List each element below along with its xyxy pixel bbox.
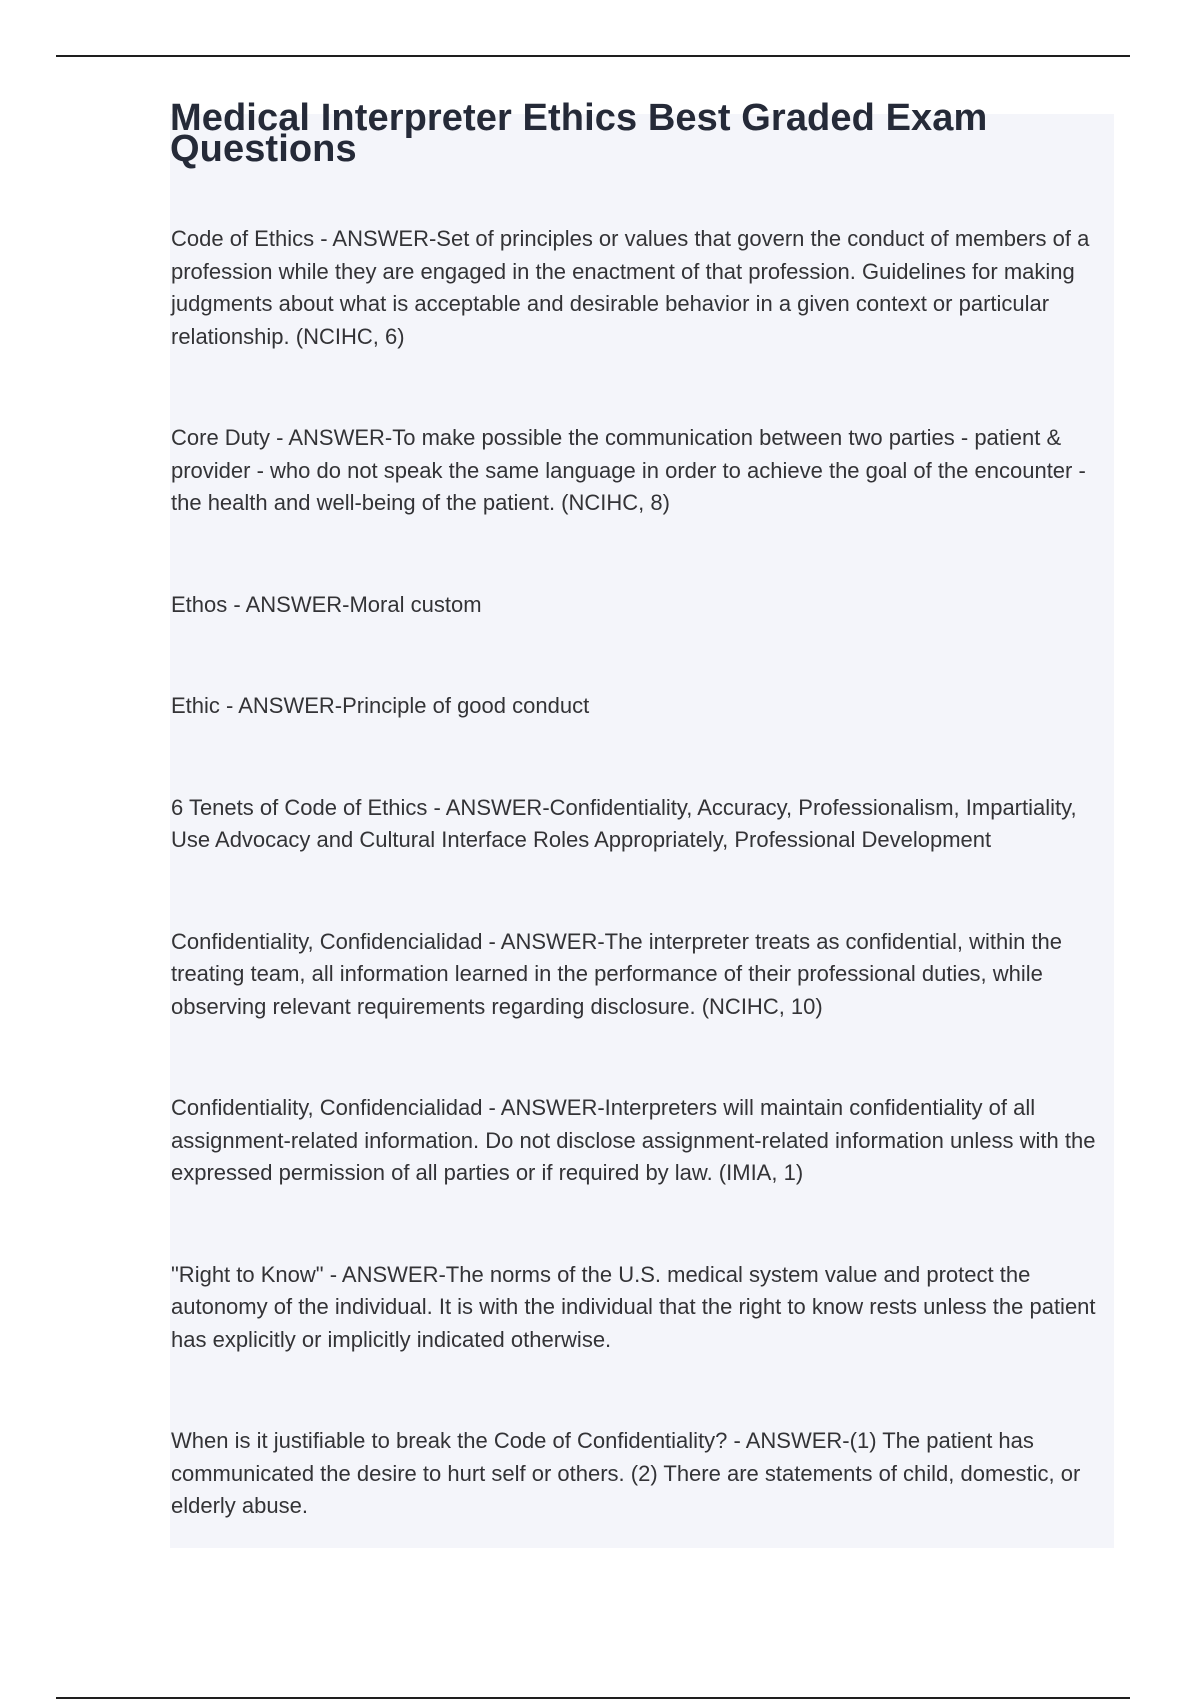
qa-entry-ethos: Ethos - ANSWER-Moral custom <box>171 591 482 617</box>
qa-entry-core-duty: Core Duty - ANSWER-To make possible the communication between two parties - patient & provider - who do not speak the same language in order to achieve the goal of the encounter - the health and well-being of the patient. (NCIHC, 8) <box>171 425 1086 515</box>
qa-entry-break-confidentiality: When is it justifiable to break the Code of Confidentiality? - ANSWER-(1) The patient has communicated the desire to hurt self or others. (2) There are statements of child, domestic, or elderly abuse. <box>171 1428 1081 1518</box>
page-title: Medical Interpreter Ethics Best Graded Exam Questions <box>170 97 988 170</box>
qa-entry-confidentiality-ncihc: Confidentiality, Confidencialidad - ANSWER-The interpreter treats as confidential, within the treating team, all information learned in the performance of their professional duties, while observing relevant requirements regarding disclosure. (NCIHC, 10) <box>171 928 1063 1019</box>
qa-list <box>171 223 1121 1523</box>
qa-entry-code-of-ethics: Code of Ethics - ANSWER-Set of principles or values that govern the conduct of members of a profession while they are engaged in the enactment of that profession. Guidelines for making judgments about what is acceptable and desirable behavior in a given context or particular relationship. (NCIHC, 6) <box>171 226 1090 349</box>
bottom-divider-line <box>56 1697 1130 1699</box>
qa-entry-six-tenets: 6 Tenets of Code of Ethics - ANSWER-Confidentiality, Accuracy, Professionalism, Impartiality, Use Advocacy and Cultural Interface Roles Appropriately, Professional Development <box>171 794 1077 852</box>
qa-entry-right-to-know: "Right to Know" - ANSWER-The norms of the U.S. medical system value and protect the autonomy of the individual. It is with the individual that the right to know rests unless the patient has explicitly or implicitly indicated otherwise. <box>171 1261 1096 1352</box>
top-divider-line <box>56 55 1130 57</box>
qa-entry-confidentiality-imia: Confidentiality, Confidencialidad - ANSWER-Interpreters will maintain confidentiality of all assignment-related information. Do not disclose assignment-related information unless with the expressed permission of all parties or if required by law. (IMIA, 1) <box>171 1095 1096 1185</box>
qa-entry-ethic: Ethic - ANSWER-Principle of good conduct <box>171 693 590 718</box>
